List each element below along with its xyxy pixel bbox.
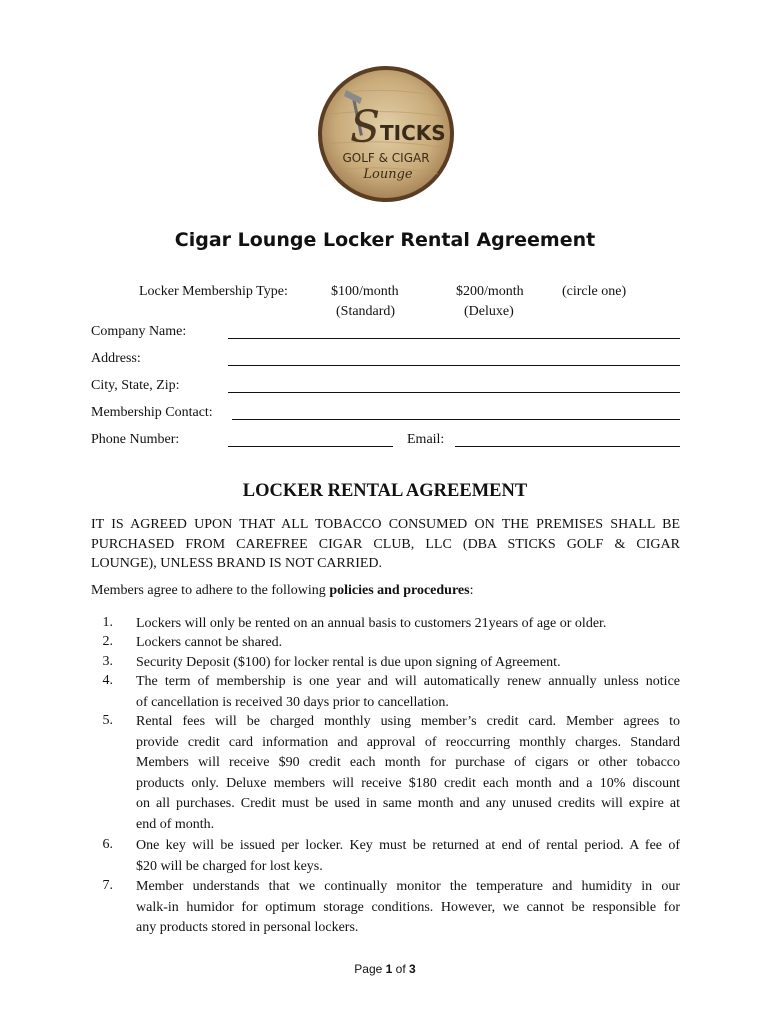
- option-standard-price[interactable]: $100/month: [331, 284, 399, 299]
- page-word: Page: [354, 962, 386, 976]
- clause-line: PURCHASED FROM CAREFREE CIGAR CLUB, LLC (DBA STICKS GOLF & CIGAR: [91, 536, 680, 552]
- policy-line: Lockers cannot be shared.: [136, 635, 283, 650]
- policy-line: Rental fees will be charged monthly using member’s credit card. Member agrees to: [136, 714, 680, 729]
- policy-line: any products stored in personal lockers.: [136, 920, 359, 935]
- policy-line: One key will be issued per locker. Key must be returned at end of rental period. A fee of: [136, 838, 680, 853]
- logo-text-lounge: Lounge: [363, 167, 413, 182]
- membership-type-label: Locker Membership Type:: [139, 284, 288, 299]
- item-number: 3.: [102, 654, 113, 669]
- policy-line: products only. Deluxe members will receive $180 credit each month and a 10% discount: [136, 775, 680, 791]
- intro-text: Members agree to adhere to the following: [91, 583, 330, 598]
- company-name-label: Company Name:: [91, 324, 187, 339]
- policy-line: $20 will be charged for lost keys.: [136, 858, 323, 874]
- item-number: 7.: [102, 878, 113, 893]
- membership-contact-label: Membership Contact:: [91, 405, 213, 420]
- phone-number-label: Phone Number:: [91, 432, 180, 447]
- of-word: of: [392, 962, 410, 976]
- email-field[interactable]: [455, 446, 680, 447]
- policy-line: Member understands that we continually monitor the temperature and humidity in our: [136, 879, 680, 894]
- policy-item: [136, 633, 680, 654]
- policy-line: end of month.: [136, 816, 215, 832]
- item-number: 2.: [102, 634, 113, 649]
- page-total: 3: [409, 962, 416, 976]
- sticks-logo: [316, 64, 456, 204]
- policy-line: The term of membership is one year and will automatically renew annually unless notice: [136, 674, 680, 689]
- item-number: 1.: [102, 615, 113, 630]
- page-number: 1: [385, 962, 393, 976]
- option-deluxe-name[interactable]: (Deluxe): [464, 304, 514, 319]
- company-name-field[interactable]: [228, 338, 680, 339]
- policy-line: of cancellation is received 30 days prior to cancellation.: [136, 694, 449, 710]
- item-number: 5.: [102, 713, 113, 728]
- clause-line: LOUNGE), UNLESS BRAND IS NOT CARRIED.: [91, 556, 383, 571]
- policy-line: provide credit card information and approval of reoccurring monthly charges. Standard: [136, 734, 680, 750]
- policy-line: Members will receive $90 credit each month for purchase of cigars or other tobacco: [136, 755, 680, 770]
- city-state-zip-field[interactable]: [228, 392, 680, 393]
- policy-line: Lockers will only be rented on an annual basis to customers 21years of age or older.: [136, 616, 607, 631]
- policy-item: [136, 614, 680, 635]
- circle-one-note: (circle one): [562, 284, 627, 299]
- city-state-zip-label: City, State, Zip:: [91, 378, 180, 393]
- page-title: Cigar Lounge Locker Rental Agreement: [174, 229, 596, 251]
- policy-item: [136, 653, 680, 674]
- intro-colon: :: [469, 583, 474, 598]
- option-deluxe-price[interactable]: $200/month: [456, 284, 524, 299]
- policies-intro: [91, 583, 473, 599]
- clause-line: IT IS AGREED UPON THAT ALL TOBACCO CONSUMED ON THE PREMISES SHALL BE: [91, 517, 680, 532]
- address-label: Address:: [91, 351, 141, 366]
- section-heading: LOCKER RENTAL AGREEMENT: [242, 481, 528, 501]
- policy-line: on all purchases. Credit must be used in same month and any unused credits will expire at: [136, 796, 680, 811]
- logo-text-golf: GOLF & CIGAR: [342, 151, 430, 165]
- policy-item: [136, 836, 680, 877]
- address-field[interactable]: [228, 365, 680, 366]
- page-footer: [0, 962, 770, 976]
- policy-line: walk-in humidor for optimum storage conditions. However, we cannot be responsible for: [136, 899, 680, 915]
- policy-item: [136, 877, 680, 939]
- policy-line: Security Deposit ($100) for locker rental is due upon signing of Agreement.: [136, 655, 561, 670]
- option-standard-name[interactable]: (Standard): [336, 304, 396, 319]
- policy-item: [136, 712, 680, 835]
- logo-text-sticks: TICKS: [380, 121, 446, 145]
- svg-text:S: S: [350, 102, 381, 153]
- policy-item: [136, 672, 680, 713]
- membership-contact-field[interactable]: [232, 419, 680, 420]
- email-label: Email:: [407, 432, 445, 447]
- item-number: 4.: [102, 673, 113, 688]
- phone-number-field[interactable]: [228, 446, 393, 447]
- logo-badge: [316, 64, 456, 204]
- tobacco-purchase-clause: [91, 515, 680, 574]
- item-number: 6.: [102, 837, 113, 852]
- intro-bold: policies and procedures: [329, 583, 470, 598]
